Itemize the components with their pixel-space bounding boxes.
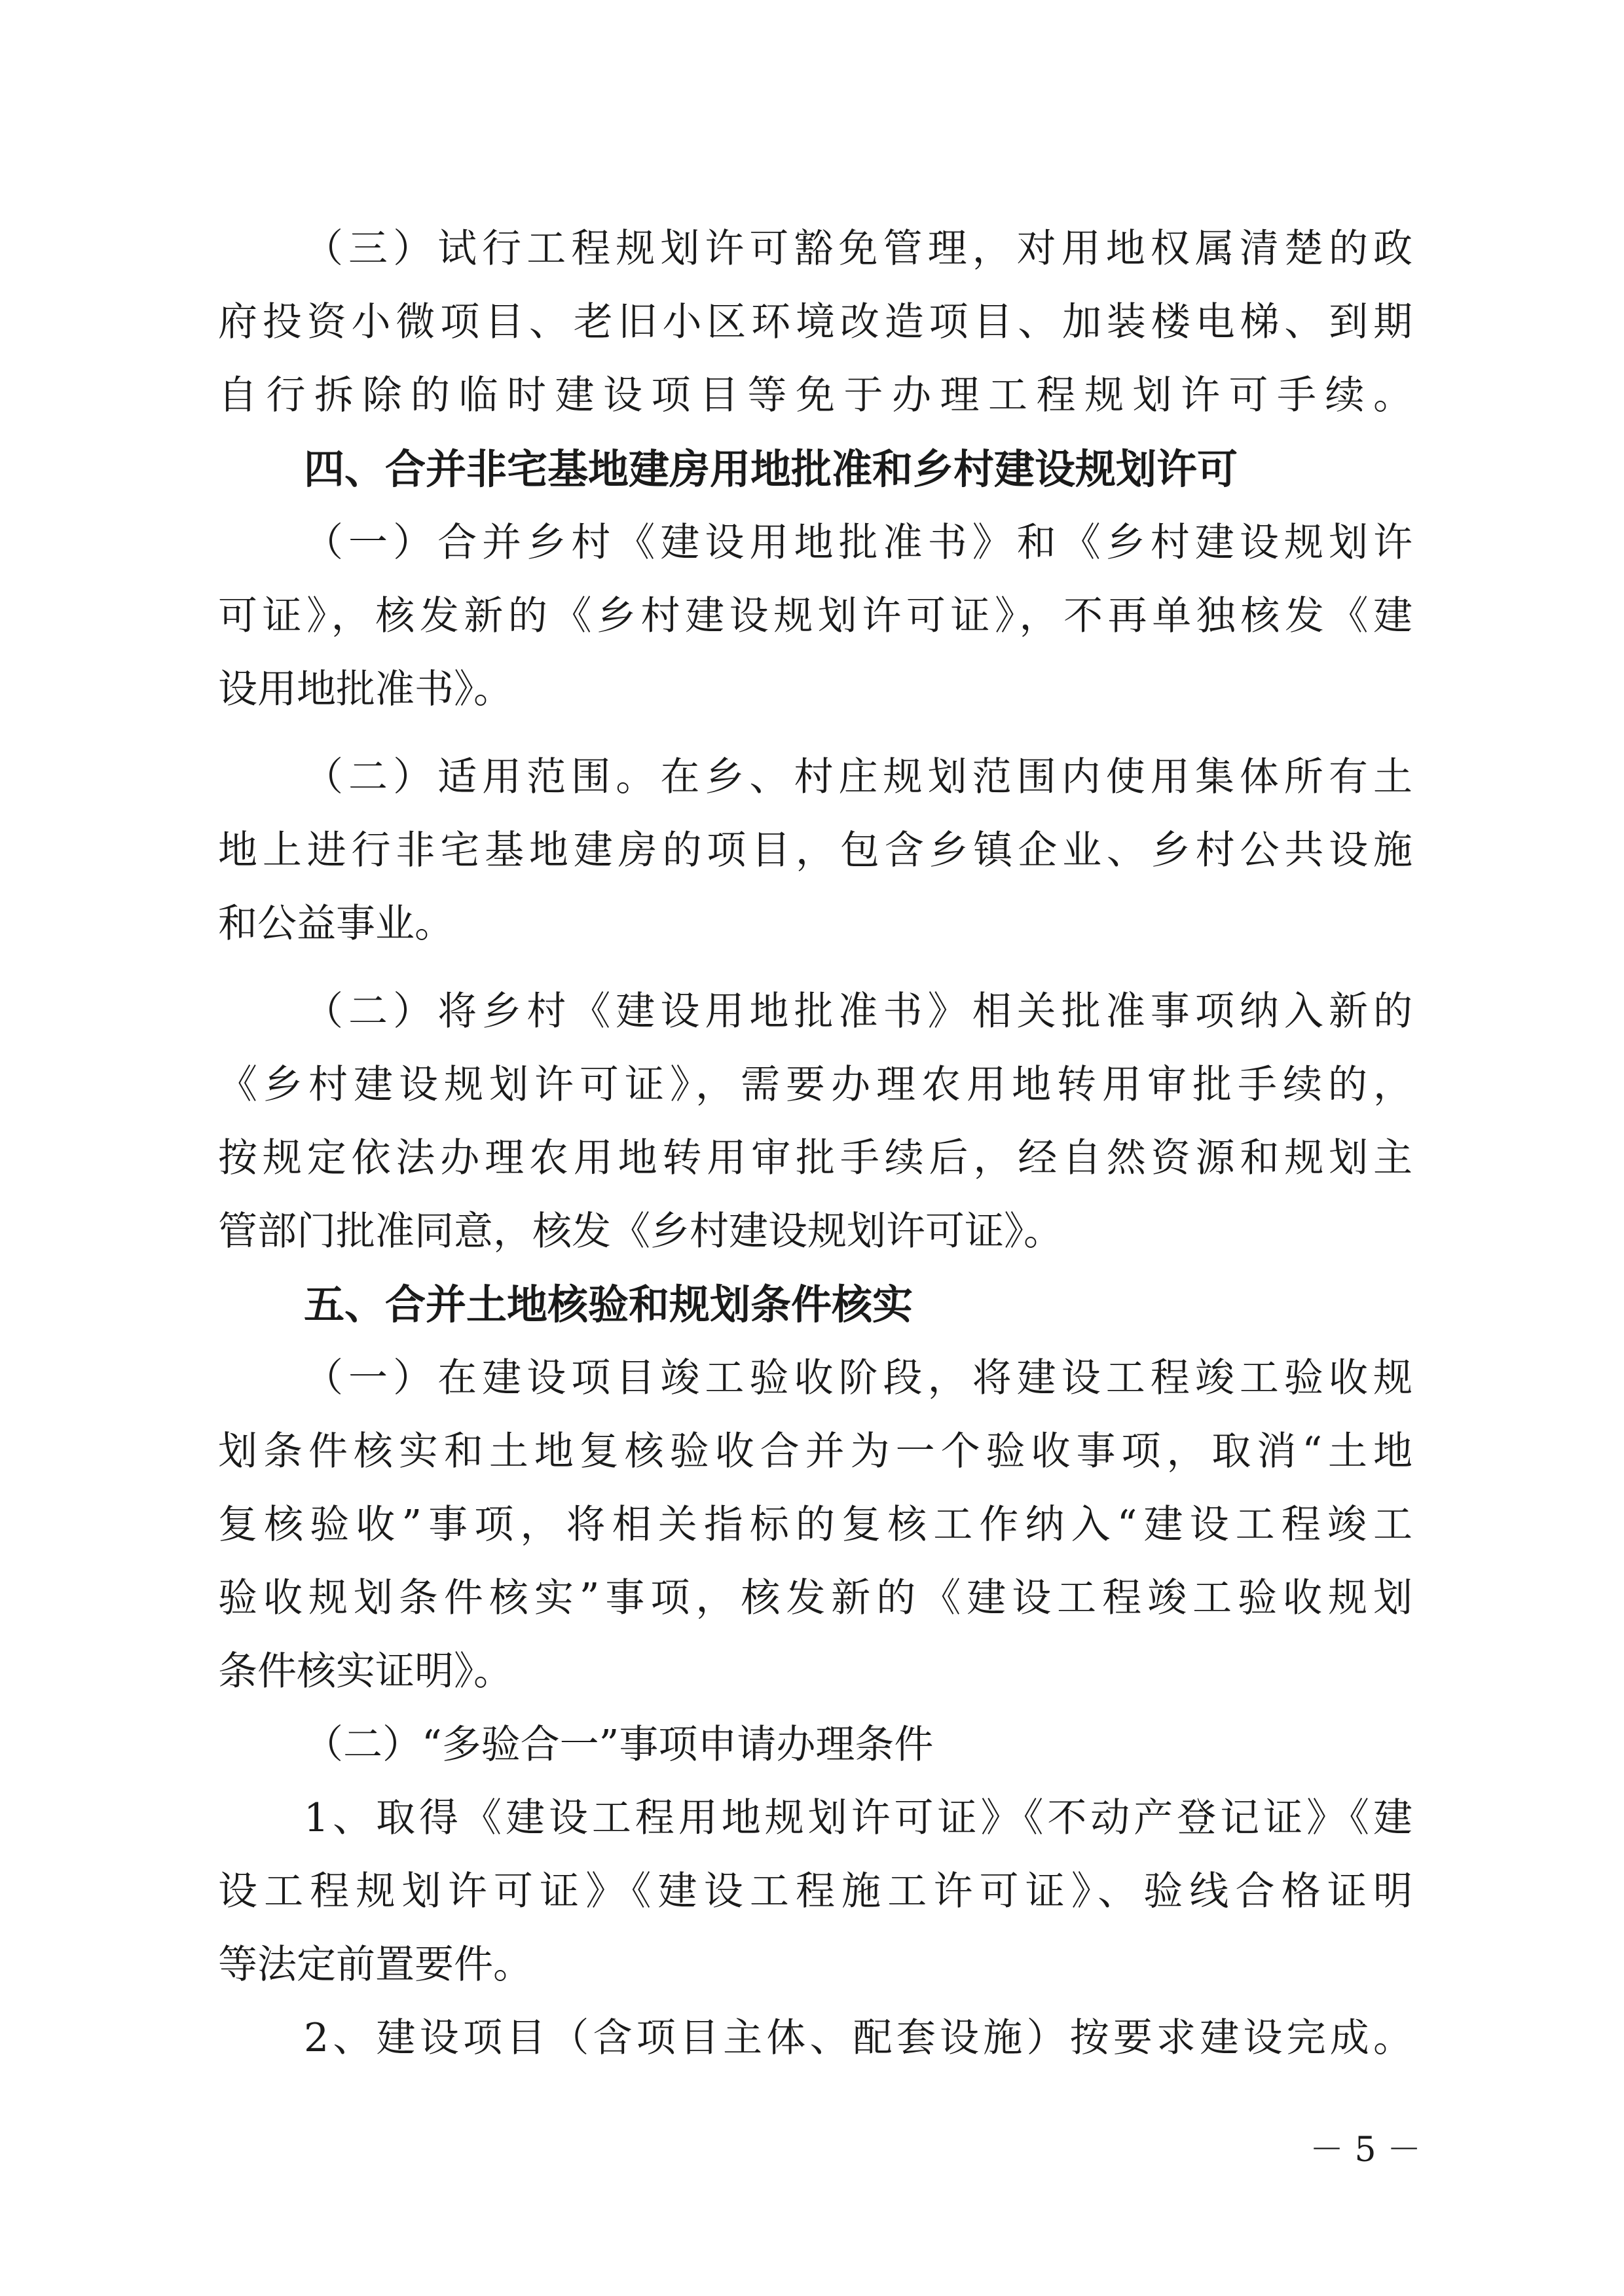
text-line: 复核验收”事项，将相关指标的复核工作纳入“建设工程竣工 — [218, 1502, 1412, 1548]
text-line: （二）适用范围。在乡、村庄规划范围内使用集体所有土 — [304, 754, 1412, 800]
page-number: － 5 － — [1310, 2130, 1422, 2170]
text-line: （一）在建设项目竣工验收阶段，将建设工程竣工验收规 — [304, 1355, 1412, 1401]
text-line: 自行拆除的临时建设项目等免于办理工程规划许可手续。 — [218, 373, 1412, 418]
text-line: 管部门批准同意，核发《乡村建设规划许可证》。 — [218, 1209, 1063, 1254]
text-line: 条件核实证明》。 — [218, 1649, 513, 1694]
text-line: 划条件核实和土地复核验收合并为一个验收事项，取消“土地 — [218, 1429, 1412, 1474]
text-line: （三）试行工程规划许可豁免管理，对用地权属清楚的政 — [304, 226, 1412, 272]
text-line: 验收规划条件核实”事项，核发新的《建设工程竣工验收规划 — [218, 1575, 1412, 1621]
text-line: 设用地批准书》。 — [218, 666, 513, 712]
heading-text: 四、合并非宅基地建房用地批准和乡村建设规划许可 — [304, 445, 1238, 493]
text-line: 等法定前置要件。 — [218, 1942, 532, 1988]
text-line: （二）将乡村《建设用地批准书》相关批准事项纳入新的 — [304, 989, 1412, 1034]
text-line: （二）“多验合一”事项申请办理条件 — [304, 1722, 934, 1768]
text-line: 《乡村建设规划许可证》，需要办理农用地转用审批手续的， — [218, 1062, 1412, 1108]
text-line: 府投资小微项目、老旧小区环境改造项目、加装楼电梯、到期 — [218, 299, 1412, 345]
text-line: 可证》，核发新的《乡村建设规划许可证》，不再单独核发《建 — [218, 593, 1412, 639]
text-line: 2、建设项目（含项目主体、配套设施）按要求建设完成。 — [304, 2015, 1412, 2061]
text-line: 1、取得《建设工程用地规划许可证》《不动产登记证》《建 — [304, 1795, 1412, 1841]
text-line: 地上进行非宅基地建房的项目，包含乡镇企业、乡村公共设施 — [218, 828, 1412, 873]
text-line: （一）合并乡村《建设用地批准书》和《乡村建设规划许 — [304, 520, 1412, 566]
text-line: 设工程规划许可证》《建设工程施工许可证》、验线合格证明 — [218, 1868, 1412, 1914]
text-line: 和公益事业。 — [218, 901, 454, 947]
text-line: 按规定依法办理农用地转用审批手续后，经自然资源和规划主 — [218, 1135, 1412, 1181]
heading-text: 五、合并土地核验和规划条件核实 — [304, 1281, 913, 1328]
